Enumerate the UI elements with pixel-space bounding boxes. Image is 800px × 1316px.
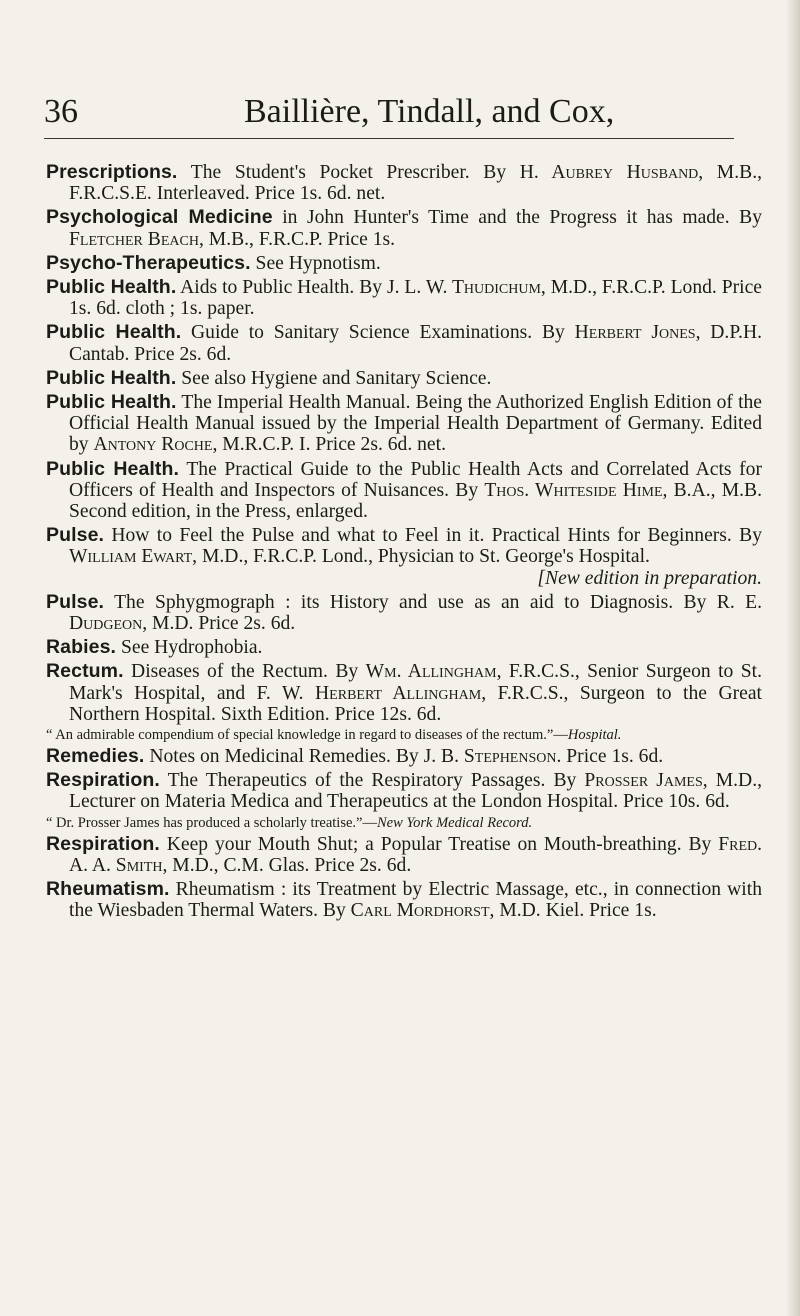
catalogue-entry: Pulse. How to Feel the Pulse and what to Feel in it. Practical Hints for Beginners. By William Ewart, M.D., F.R.C.P. Lond., Physician to St. George's Hospital. [New edition in preparation. xyxy=(46,524,762,589)
entry-headword: Public Health. xyxy=(46,391,177,414)
header-rule xyxy=(44,138,734,139)
entry-author: Fred. A. A. Smith, xyxy=(69,833,762,876)
entry-headword: Public Health. xyxy=(46,321,182,344)
entry-headword: Public Health. xyxy=(46,276,177,299)
catalogue-entries xyxy=(46,162,762,925)
page-number: 36 xyxy=(44,93,78,130)
entry-author: Antony Roche, xyxy=(93,434,218,456)
entry-author: R. E. Dudgeon, xyxy=(69,591,762,635)
entry-headword: Public Health. xyxy=(46,457,180,480)
entry-author: Wm. Allingham, xyxy=(365,661,502,683)
entry-headword: Pulse. xyxy=(46,590,105,613)
catalogue-entry: Public Health. See also Hygiene and Sanitary Science. xyxy=(46,366,492,389)
catalogue-entry: Public Health. The Practical Guide to the Public Health Acts and Correlated Acts for Officers of Health and Inspectors of Nuisances. By Thos. Whiteside Hime, B.A., M.B. Second edition, in the Press, enlarged. xyxy=(46,457,762,523)
entry-author: Carl Mordhorst, xyxy=(350,900,495,922)
entry-headword: Rectum. xyxy=(46,660,124,683)
entry-headword: Rheumatism. xyxy=(46,878,170,901)
catalogue-entry: Public Health. Guide to Sanitary Science Examinations. By Herbert Jones, D.P.H. Cantab. Price 2s. 6d. xyxy=(46,321,762,365)
entry-headword: Respiration. xyxy=(46,832,160,855)
running-header xyxy=(44,92,764,132)
review-source: Hospital. xyxy=(567,727,622,744)
catalogue-entry: Prescriptions. The Student's Pocket Prescriber. By H. Aubrey Husband, M.B., F.R.C.S.E. Interleaved. Price 1s. 6d. net. xyxy=(46,161,762,205)
entry-headword: Pulse. xyxy=(46,524,105,547)
entry-author: William Ewart, xyxy=(69,546,198,568)
catalogue-entry: Rabies. See Hydrophobia. xyxy=(46,636,263,659)
entry-author: Prosser James, xyxy=(584,770,708,792)
entry-author: Herbert Jones, xyxy=(574,322,701,344)
entry-author: Fletcher Beach, xyxy=(69,228,204,250)
catalogue-entry: Rheumatism. Rheumatism : its Treatment by Electric Massage, etc., in connection with the Wiesbaden Thermal Waters. By Carl Mordhorst, M.D. Kiel. Price 1s. xyxy=(46,878,762,922)
catalogue-entry: Public Health. The Imperial Health Manual. Being the Authorized English Edition of the Official Health Manual issued by the Imperial Health Department of Germany. Edited by Antony Roche, M.R.C.P. I. Price 2s. 6d. net. xyxy=(46,391,763,456)
catalogue-entry: Remedies. Notes on Medicinal Remedies. By J. B. Stephenson. Price 1s. 6d. xyxy=(46,745,664,768)
entry-author: J. B. Stephenson. xyxy=(423,746,562,768)
entry-headword: Prescriptions. xyxy=(46,161,178,183)
catalogue-entry: Psycho-Therapeutics. See Hypnotism. xyxy=(46,251,381,274)
catalogue-entry: Respiration. Keep your Mouth Shut; a Popular Treatise on Mouth-breathing. By Fred. A. A. Smith, M.D., C.M. Glas. Price 2s. 6d. xyxy=(46,832,762,876)
entry-headword: Public Health. xyxy=(46,366,177,389)
entry-author: J. L. W. Thudichum, xyxy=(386,277,546,299)
catalogue-entry: Pulse. The Sphygmograph : its History and use as an aid to Diagnosis. By R. E. Dudgeon, M.D. Price 2s. 6d. xyxy=(46,590,762,635)
entry-author: H. Aubrey Husband, xyxy=(519,162,704,183)
review-quote: “ An admirable compendium of special knowledge in regard to diseases of the rectum.”—Hospital. xyxy=(46,727,622,744)
entry-headword: Respiration. xyxy=(46,769,160,792)
entry-author: F. W. Herbert Allingham, xyxy=(256,682,487,704)
entry-headword: Remedies. xyxy=(46,745,145,768)
entry-headword: Psychological Medicine xyxy=(46,206,273,229)
catalogue-entry: Psychological Medicine in John Hunter's Time and the Progress it has made. By Fletcher Beach, M.B., F.R.C.P. Price 1s. xyxy=(46,206,762,250)
review-quote: “ Dr. Prosser James has produced a scholarly treatise.”—New York Medical Record. xyxy=(46,814,533,831)
catalogue-entry: Public Health. Aids to Public Health. By J. L. W. Thudichum, M.D., F.R.C.P. Lond. Price 1s. 6d. cloth ; 1s. paper. xyxy=(46,276,762,320)
page-edge-shadow xyxy=(786,0,800,1316)
review-source: New York Medical Record. xyxy=(376,814,533,831)
entry-headword: Rabies. xyxy=(46,636,117,659)
publisher-name: Baillière, Tindall, and Cox, xyxy=(244,93,615,130)
catalogue-entry: Respiration. The Therapeutics of the Respiratory Passages. By Prosser James, M.D., Lecturer on Materia Medica and Therapeutics at the London Hospital. Price 10s. 6d. “ Dr. Prosser James has produced a scholarly treatise.”—New York Medical Record. xyxy=(46,769,762,831)
entry-headword: Psycho-Therapeutics. xyxy=(46,251,251,274)
entry-author: Thos. Whiteside Hime, xyxy=(484,479,668,501)
edition-note: [New edition in preparation. xyxy=(537,567,762,589)
catalogue-entry: Rectum. Diseases of the Rectum. By Wm. Allingham, F.R.C.S., Senior Surgeon to St. Mark's Hospital, and F. W. Herbert Allingham, F.R.C.S., Surgeon to the Great Northern Hospital. Sixth Edition. Price 12s. 6d. “ An admirable compendium of special knowledge in regard to diseases of the rectum.”—Hospital. xyxy=(46,660,762,744)
